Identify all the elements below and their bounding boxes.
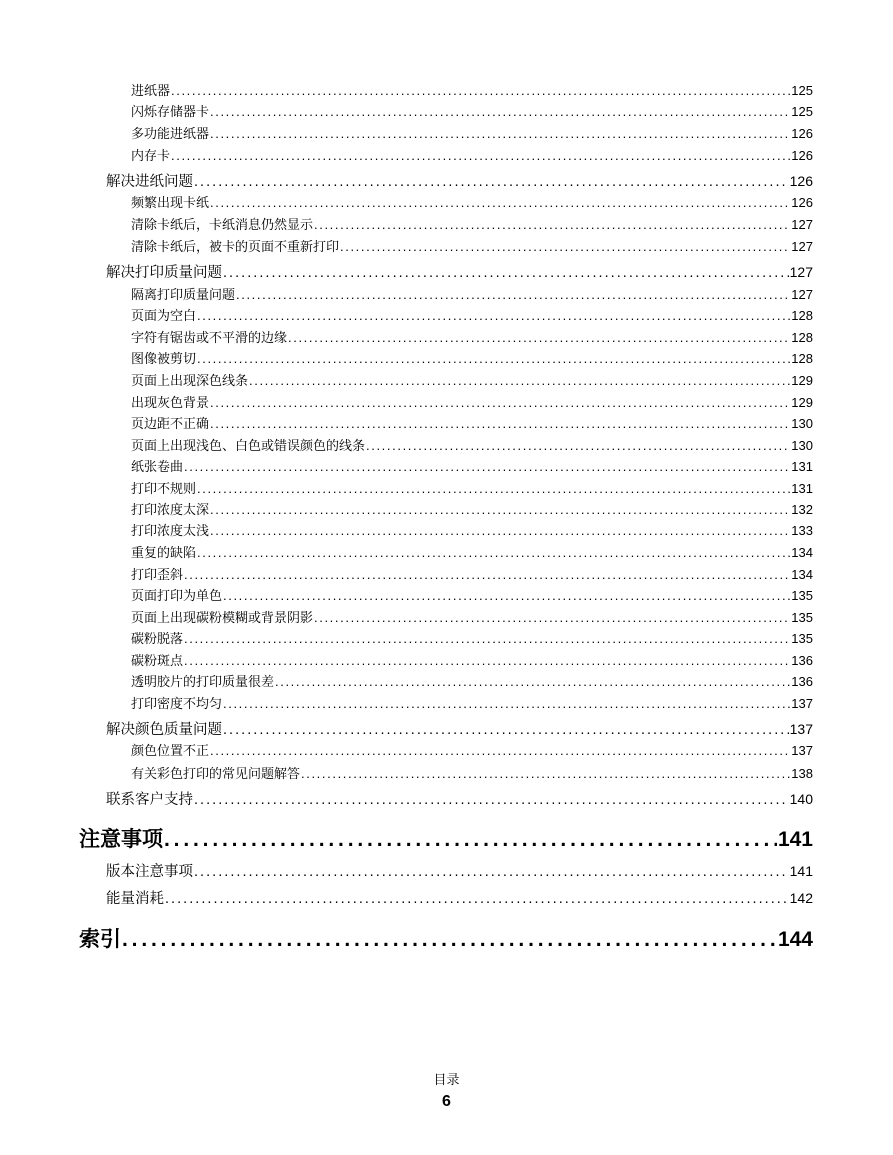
toc-entry[interactable] bbox=[106, 174, 813, 190]
toc-entry-page: 127 bbox=[789, 264, 813, 280]
toc-entry[interactable] bbox=[131, 374, 813, 388]
toc-entry-page: 127 bbox=[791, 239, 813, 254]
toc-entry-page: 136 bbox=[791, 674, 813, 689]
toc-entry[interactable] bbox=[131, 524, 813, 538]
toc-entry-page: 127 bbox=[791, 287, 813, 302]
toc-entry-page: 136 bbox=[791, 653, 813, 668]
toc-dot-leader bbox=[223, 723, 789, 738]
toc-entry-page: 140 bbox=[789, 791, 813, 807]
footer-section-label: 目录 bbox=[433, 1073, 460, 1088]
toc-entry-title: 打印浓度太深 bbox=[131, 503, 210, 518]
toc-dot-leader bbox=[164, 829, 777, 850]
toc-entry-page: 135 bbox=[791, 610, 813, 625]
toc-dot-leader bbox=[184, 568, 790, 581]
toc-entry[interactable] bbox=[131, 331, 813, 345]
toc-entry-page: 126 bbox=[791, 126, 813, 141]
toc-entry-title: 碳粉斑点 bbox=[131, 654, 184, 669]
toc-entry[interactable] bbox=[131, 84, 813, 98]
toc-dot-leader bbox=[210, 105, 790, 118]
toc-entry-page: 125 bbox=[791, 104, 813, 119]
toc-entry-page: 133 bbox=[791, 523, 813, 538]
toc-entry[interactable] bbox=[131, 767, 813, 781]
toc-entry-page: 135 bbox=[791, 588, 813, 603]
toc-entry-page: 138 bbox=[791, 766, 813, 781]
toc-dot-leader bbox=[210, 196, 790, 209]
toc-dot-leader bbox=[301, 767, 790, 780]
toc-dot-leader bbox=[184, 654, 790, 667]
toc-entry-page: 144 bbox=[777, 928, 813, 951]
toc-entry-title: 纸张卷曲 bbox=[131, 460, 184, 475]
toc-entry-page: 129 bbox=[791, 373, 813, 388]
toc-entry[interactable] bbox=[131, 439, 813, 453]
toc-dot-leader bbox=[184, 460, 790, 473]
toc-entry[interactable] bbox=[131, 482, 813, 496]
toc-entry-title: 解决进纸问题 bbox=[106, 174, 193, 190]
toc-dot-leader bbox=[197, 309, 790, 322]
toc-entry-page: 134 bbox=[791, 567, 813, 582]
toc-entry[interactable] bbox=[106, 722, 813, 738]
toc-dot-leader bbox=[275, 675, 790, 688]
toc-dot-leader bbox=[314, 218, 790, 231]
toc-entry-title: 进纸器 bbox=[131, 84, 171, 99]
toc-entry-page: 127 bbox=[791, 217, 813, 232]
toc-entry[interactable] bbox=[131, 218, 813, 232]
toc-entry-title: 打印不规则 bbox=[131, 482, 197, 497]
toc-dot-leader bbox=[288, 331, 790, 344]
toc-dot-leader bbox=[194, 793, 789, 808]
toc-dot-leader bbox=[210, 524, 790, 537]
toc-entry-title: 页面上出现浅色、白色或错误颜色的线条 bbox=[131, 439, 366, 454]
toc-dot-leader bbox=[223, 697, 790, 710]
toc-entry-title: 联系客户支持 bbox=[106, 792, 193, 808]
toc-entry-page: 128 bbox=[791, 308, 813, 323]
toc-entry-title: 解决颜色质量问题 bbox=[106, 722, 222, 738]
toc-entry-page: 126 bbox=[791, 148, 813, 163]
toc-dot-leader bbox=[236, 288, 790, 301]
toc-entry[interactable] bbox=[131, 744, 813, 758]
toc-entry[interactable] bbox=[106, 265, 813, 281]
toc-entry-title: 清除卡纸后，被卡的页面不重新打印 bbox=[131, 240, 340, 255]
toc-entry-title: 有关彩色打印的常见问题解答 bbox=[131, 767, 301, 782]
toc-dot-leader bbox=[210, 503, 790, 516]
toc-entry-page: 141 bbox=[777, 828, 813, 851]
toc-entry[interactable] bbox=[131, 568, 813, 582]
toc-dot-leader bbox=[366, 439, 790, 452]
toc-entry-title: 打印密度不均匀 bbox=[131, 697, 223, 712]
toc-entry[interactable] bbox=[131, 149, 813, 163]
toc-dot-leader bbox=[194, 865, 789, 880]
toc-entry[interactable] bbox=[131, 240, 813, 254]
toc-dot-leader bbox=[122, 929, 777, 950]
toc-entry-title: 页面上出现深色线条 bbox=[131, 374, 249, 389]
toc-entry-page: 125 bbox=[791, 83, 813, 98]
toc-entry-title: 图像被剪切 bbox=[131, 352, 197, 367]
toc-entry-page: 131 bbox=[791, 459, 813, 474]
toc-entry[interactable] bbox=[131, 654, 813, 668]
toc-entry-title: 碳粉脱落 bbox=[131, 632, 184, 647]
toc-entry-page: 132 bbox=[791, 502, 813, 517]
toc-entry-page: 129 bbox=[791, 395, 813, 410]
toc-entry-title: 注意事项 bbox=[79, 827, 163, 851]
toc-dot-leader bbox=[197, 482, 790, 495]
toc-entry[interactable] bbox=[131, 675, 813, 689]
toc-entry-page: 142 bbox=[789, 890, 813, 906]
toc-entry-title: 索引 bbox=[79, 927, 121, 951]
toc-dot-leader bbox=[197, 546, 790, 559]
toc-entry-title: 重复的缺陷 bbox=[131, 546, 197, 561]
toc-entry[interactable] bbox=[131, 127, 813, 141]
toc-entry-page: 137 bbox=[791, 696, 813, 711]
toc-entry[interactable] bbox=[131, 632, 813, 646]
toc-entry-title: 页边距不正确 bbox=[131, 417, 210, 432]
toc-entry[interactable] bbox=[131, 460, 813, 474]
toc-dot-leader bbox=[223, 589, 790, 602]
toc-entry-title: 出现灰色背景 bbox=[131, 396, 210, 411]
toc-entry-title: 版本注意事项 bbox=[106, 864, 193, 880]
toc-entry[interactable] bbox=[131, 352, 813, 366]
toc-dot-leader bbox=[197, 352, 790, 365]
toc-entry-title: 解决打印质量问题 bbox=[106, 265, 222, 281]
toc-dot-leader bbox=[184, 632, 790, 645]
toc-entry[interactable] bbox=[131, 105, 813, 119]
toc-entry[interactable] bbox=[106, 792, 813, 808]
toc-dot-leader bbox=[171, 149, 790, 162]
page-number: 6 bbox=[442, 1093, 451, 1110]
toc-entry-title: 频繁出现卡纸 bbox=[131, 196, 210, 211]
toc-entry-title: 打印歪斜 bbox=[131, 568, 184, 583]
toc-entry-title: 能量消耗 bbox=[106, 891, 164, 907]
toc-entry-title: 内存卡 bbox=[131, 149, 171, 164]
toc-entry-page: 130 bbox=[791, 416, 813, 431]
toc-entry[interactable] bbox=[131, 546, 813, 560]
toc-entry-title: 清除卡纸后，卡纸消息仍然显示 bbox=[131, 218, 314, 233]
toc-entry-title: 闪烁存储器卡 bbox=[131, 105, 210, 120]
toc-dot-leader bbox=[165, 892, 789, 907]
toc-entry-page: 135 bbox=[791, 631, 813, 646]
toc-entry-page: 128 bbox=[791, 351, 813, 366]
toc-entry[interactable] bbox=[106, 864, 813, 880]
toc-entry[interactable] bbox=[131, 503, 813, 517]
toc-entry[interactable] bbox=[131, 196, 813, 210]
toc-entry-title: 字符有锯齿或不平滑的边缘 bbox=[131, 331, 288, 346]
toc-dot-leader bbox=[210, 744, 790, 757]
toc-dot-leader bbox=[210, 417, 790, 430]
toc-entry-title: 页面为空白 bbox=[131, 309, 197, 324]
toc-entry-title: 多功能进纸器 bbox=[131, 127, 210, 142]
toc-entry[interactable] bbox=[131, 611, 813, 625]
toc-entry-page: 126 bbox=[791, 195, 813, 210]
toc-entry-title: 透明胶片的打印质量很差 bbox=[131, 675, 275, 690]
toc-dot-leader bbox=[210, 396, 790, 409]
toc-entry-page: 126 bbox=[789, 173, 813, 189]
toc-entry[interactable] bbox=[106, 891, 813, 907]
toc-entry-title: 页面打印为单色 bbox=[131, 589, 223, 604]
toc-dot-leader bbox=[210, 127, 790, 140]
toc-entry-title: 打印浓度太浅 bbox=[131, 524, 210, 539]
toc-entry-page: 131 bbox=[791, 481, 813, 496]
toc-entry-page: 141 bbox=[789, 863, 813, 879]
toc-entry[interactable] bbox=[131, 396, 813, 410]
toc-entry[interactable] bbox=[79, 829, 813, 850]
toc-entry[interactable] bbox=[131, 417, 813, 431]
toc-entry-page: 137 bbox=[789, 721, 813, 737]
toc-dot-leader bbox=[340, 240, 790, 253]
toc-entry[interactable] bbox=[131, 589, 813, 603]
toc-dot-leader bbox=[223, 266, 789, 281]
toc-entry[interactable] bbox=[79, 929, 813, 950]
toc-entry-page: 128 bbox=[791, 330, 813, 345]
toc-entry-page: 134 bbox=[791, 545, 813, 560]
toc-entry[interactable] bbox=[131, 288, 813, 302]
toc-dot-leader bbox=[194, 175, 789, 190]
toc-entry-title: 颜色位置不正 bbox=[131, 744, 210, 759]
toc-dot-leader bbox=[249, 374, 790, 387]
toc-entry-page: 130 bbox=[791, 438, 813, 453]
toc-dot-leader bbox=[314, 611, 790, 624]
toc-entry[interactable] bbox=[131, 309, 813, 323]
toc-entry-title: 页面上出现碳粉模糊或背景阴影 bbox=[131, 611, 314, 626]
toc-entry-title: 隔离打印质量问题 bbox=[131, 288, 236, 303]
toc-entry-page: 137 bbox=[791, 743, 813, 758]
toc-dot-leader bbox=[171, 84, 790, 97]
toc-entry[interactable] bbox=[131, 697, 813, 711]
